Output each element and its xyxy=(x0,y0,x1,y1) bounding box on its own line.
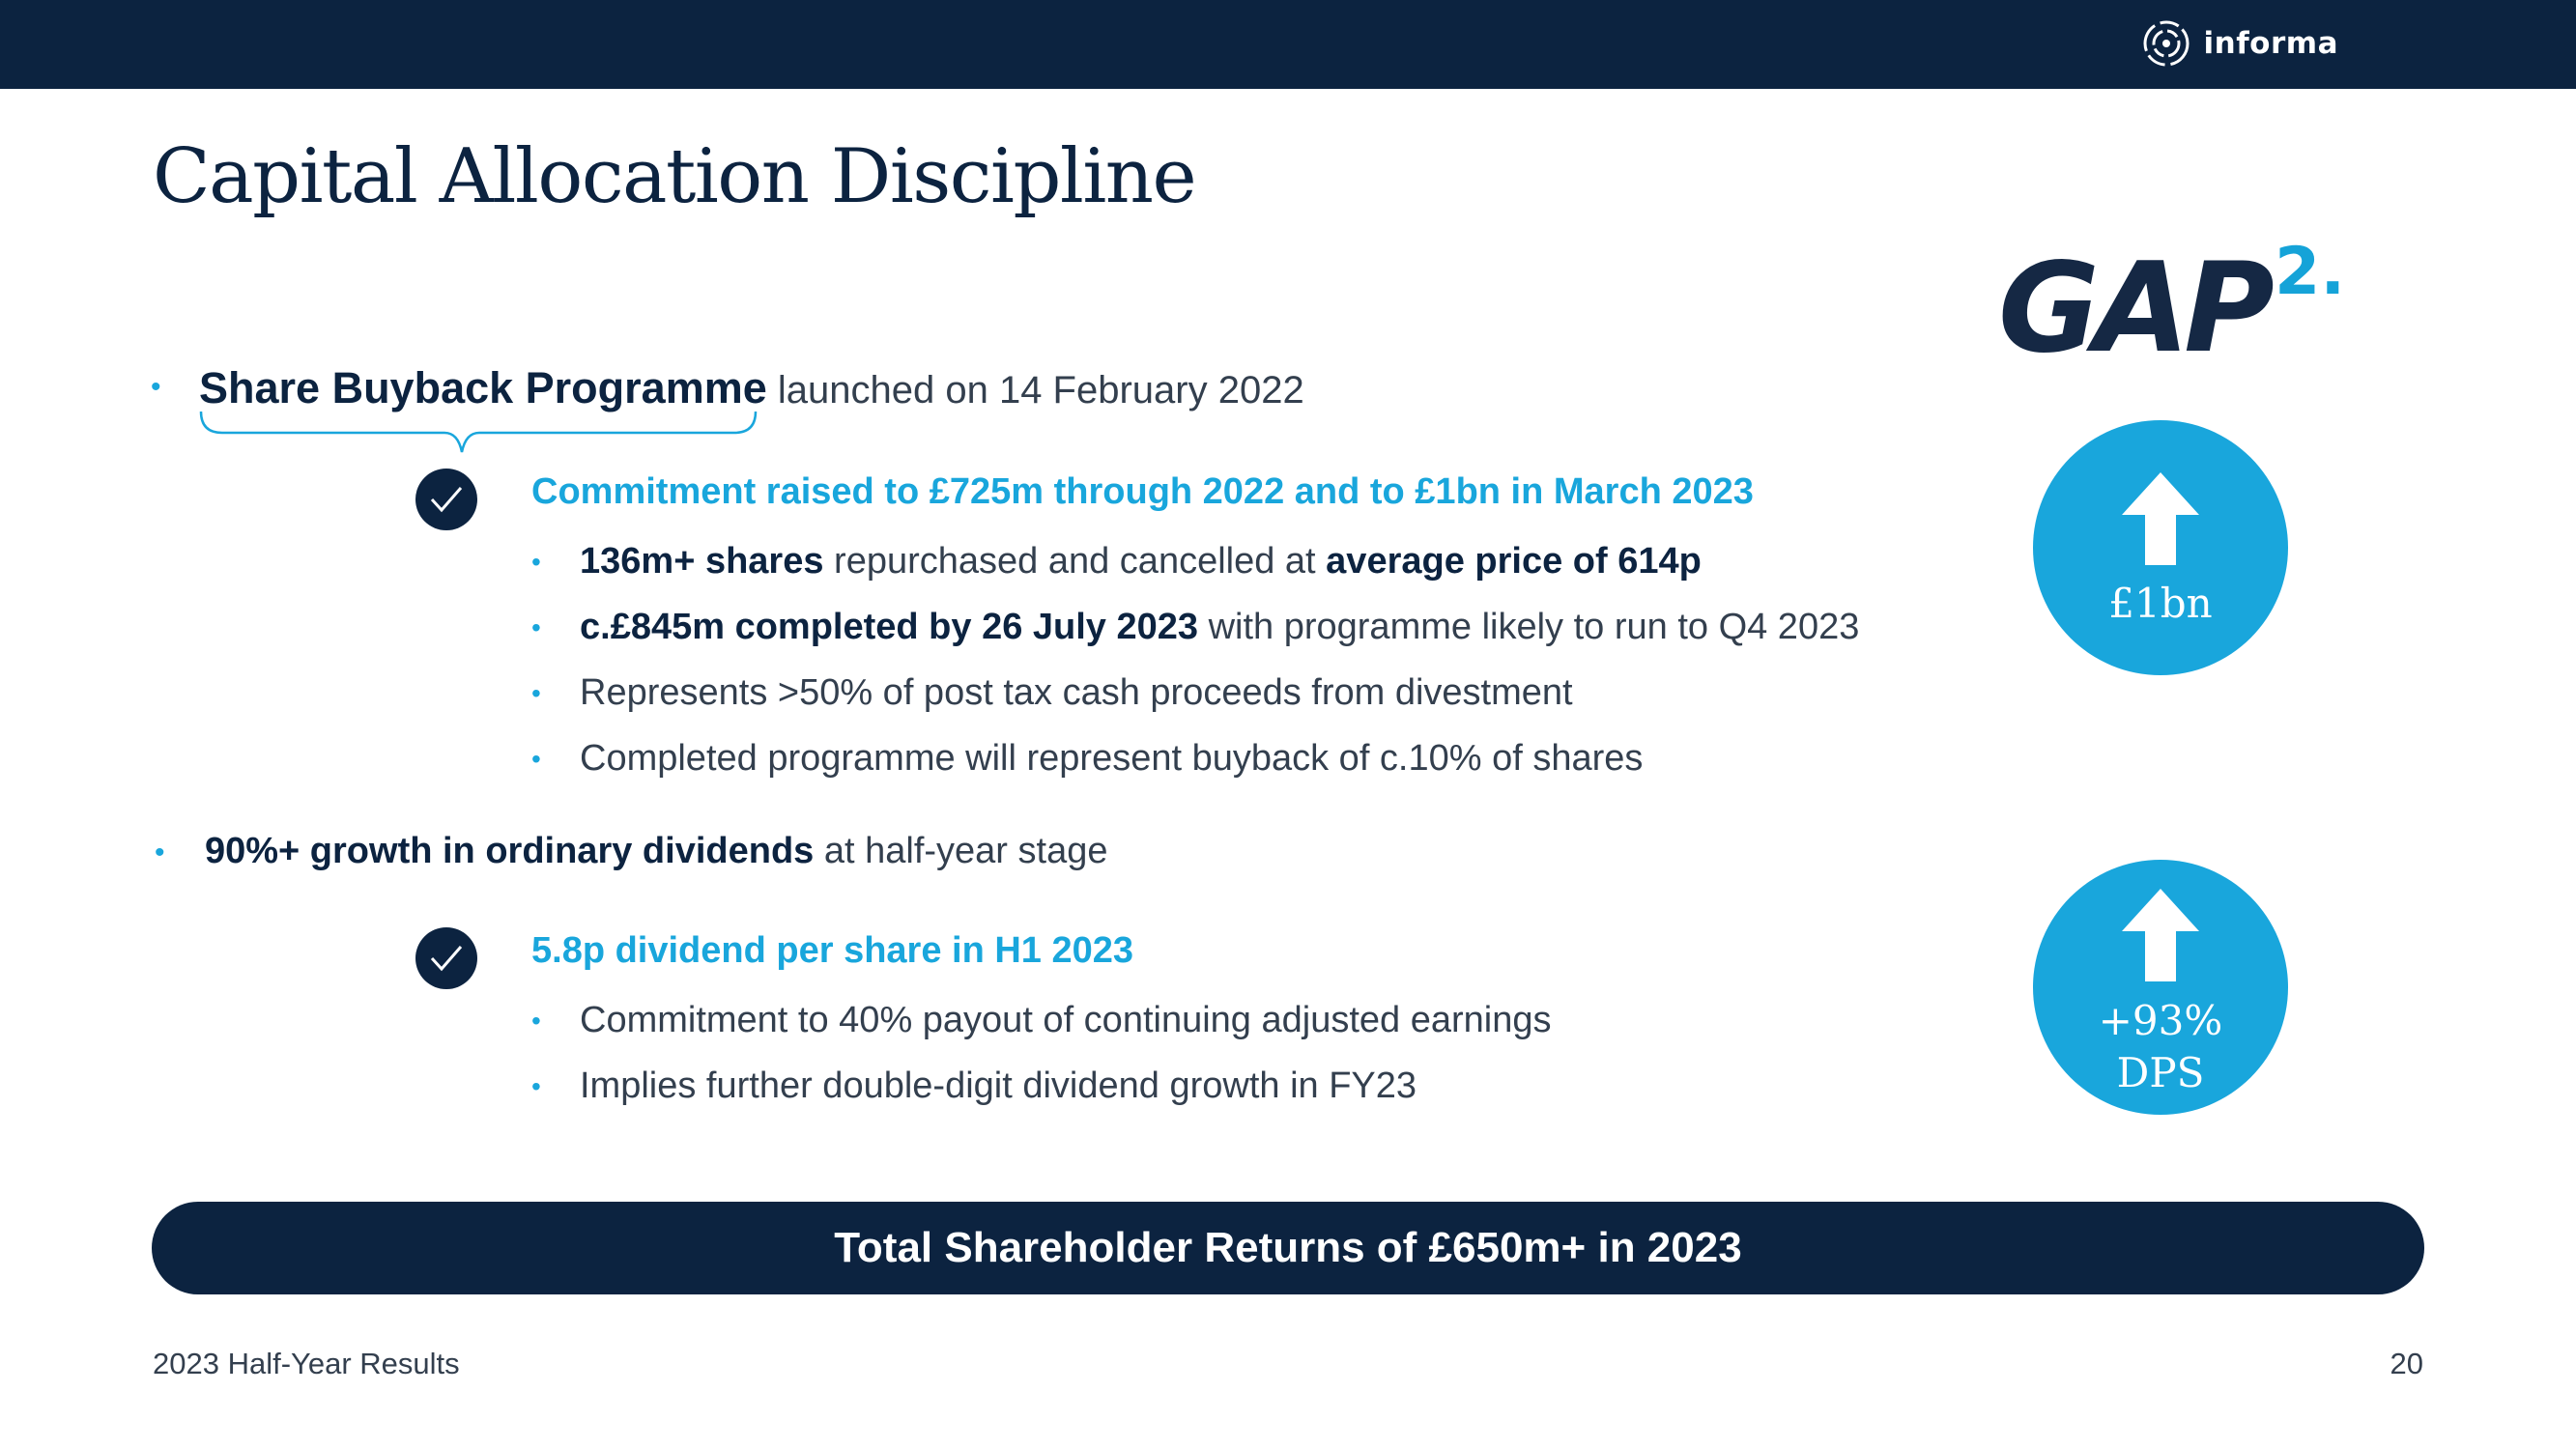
gap-word: GAP xyxy=(1998,237,2269,381)
list-item: 136m+ shares repurchased and cancelled at average price of 614p xyxy=(580,541,1702,582)
shareholder-returns-banner xyxy=(152,1202,2424,1294)
bullet-dot: • xyxy=(531,1071,541,1101)
gap-superscript: 2. xyxy=(2275,234,2346,310)
informa-logo xyxy=(2140,15,2339,71)
circle-value xyxy=(2033,995,2288,1099)
bullet-dot: • xyxy=(531,547,541,577)
circle-line-2: DPS xyxy=(2116,1049,2205,1096)
bullet-dot: • xyxy=(531,1006,541,1036)
top-bar xyxy=(0,0,2576,89)
buyback-bullet-bold: Share Buyback Programme xyxy=(199,363,767,412)
dps-circle xyxy=(2033,860,2288,1115)
buyback-bullet-rest: launched on 14 February 2022 xyxy=(766,369,1304,412)
list-item: Represents >50% of post tax cash proceeds from divestment xyxy=(580,672,1573,713)
bullet-dot: • xyxy=(531,612,541,642)
buyback-bullet xyxy=(199,363,1304,413)
page-number: 20 xyxy=(2390,1347,2423,1380)
checkmark-icon xyxy=(415,927,477,989)
list-item: c.£845m completed by 26 July 2023 with programme likely to run to Q4 2023 xyxy=(580,607,1860,647)
bullet-dot: • xyxy=(155,837,165,868)
bullet-dot: • xyxy=(531,678,541,708)
circle-value: £1bn xyxy=(2108,580,2213,627)
brace-underline xyxy=(199,410,759,458)
dividend-heading: 5.8p dividend per share in H1 2023 xyxy=(531,930,1134,971)
list-item: Commitment to 40% payout of continuing adjusted earnings xyxy=(580,1000,1552,1040)
informa-logo-icon xyxy=(2140,17,2192,70)
gap2-logo xyxy=(1992,234,2346,381)
bullet-dot: • xyxy=(151,371,161,403)
footer-label: 2023 Half-Year Results xyxy=(153,1347,460,1380)
dividend-bullet xyxy=(205,831,1107,872)
buyback-commitment-heading: Commitment raised to £725m through 2022 and to £1bn in March 2023 xyxy=(531,471,1754,512)
arrow-up-icon xyxy=(2122,889,2199,981)
arrow-up-icon xyxy=(2122,472,2199,565)
banner-text: Total Shareholder Returns of £650m+ in 2023 xyxy=(834,1224,1742,1271)
bullet-dot: • xyxy=(531,744,541,774)
list-item: Completed programme will represent buyback of c.10% of shares xyxy=(580,738,1644,779)
page-title: Capital Allocation Discipline xyxy=(153,133,1196,220)
checkmark-icon xyxy=(415,469,477,530)
dividend-bullet-rest: at half-year stage xyxy=(814,831,1108,871)
logo-text: informa xyxy=(2203,26,2338,61)
buyback-circle xyxy=(2033,420,2288,675)
list-item: Implies further double-digit dividend growth in FY23 xyxy=(580,1065,1417,1106)
dividend-bullet-bold: 90%+ growth in ordinary dividends xyxy=(205,831,815,871)
circle-line-1: +93% xyxy=(2098,997,2223,1044)
